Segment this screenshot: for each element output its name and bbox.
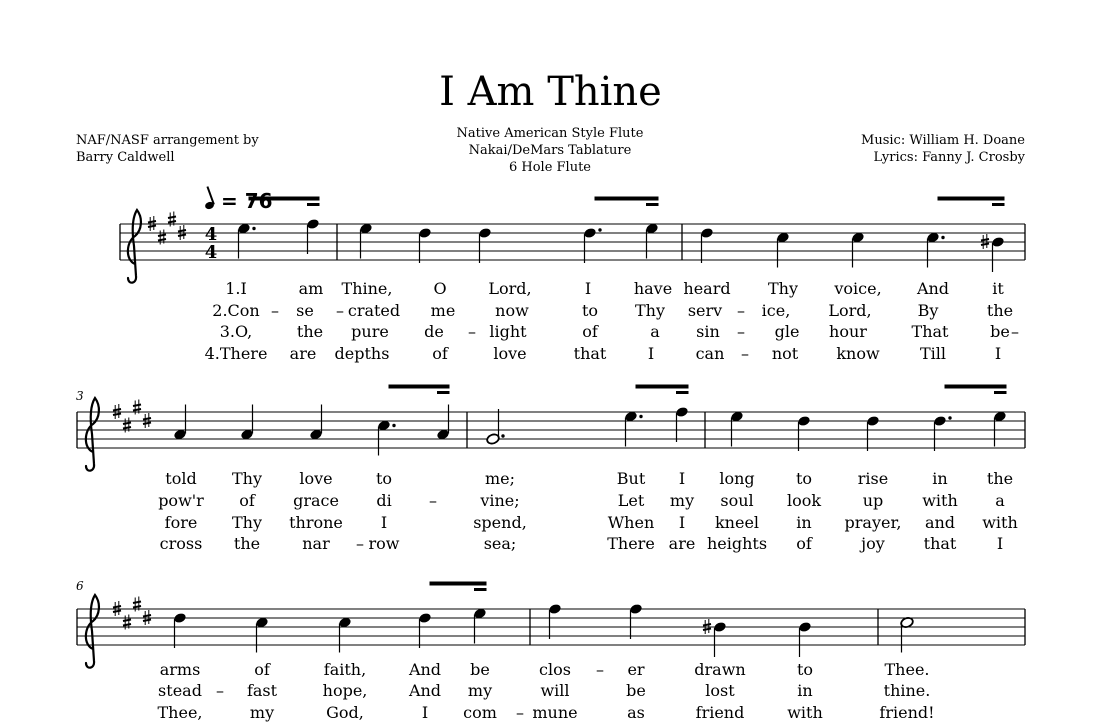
quarter-note-head: [173, 612, 187, 624]
lyric-syllable: er: [627, 660, 645, 679]
lyric-syllable: grace: [293, 491, 339, 510]
lyric-syllable: 3.O,: [219, 322, 253, 341]
lyric-syllable: spend,: [473, 513, 527, 532]
lyric-syllable: told: [165, 469, 197, 488]
lyric-syllable: rise: [857, 469, 889, 488]
lyric-syllable: vine;: [480, 491, 520, 510]
lyric-syllable: am: [298, 279, 324, 298]
staff-system-2: [77, 398, 1025, 471]
augmentation-dot: [639, 415, 642, 418]
lyric-syllable: of: [796, 534, 812, 553]
lyric-syllable: soul: [720, 491, 754, 510]
instrument-line-1: Native American Style Flute: [456, 126, 644, 141]
lyric-syllable: Thine,: [341, 279, 393, 298]
lyric-syllable: row: [368, 534, 400, 553]
augmentation-dot: [392, 424, 395, 427]
augmentation-dot: [501, 434, 504, 437]
augmentation-dot: [941, 236, 944, 239]
lyric-syllable: se: [296, 301, 314, 320]
lyric-syllable: thine.: [883, 681, 931, 700]
lyric-syllable: not: [771, 344, 799, 363]
lyric-syllable: Thy: [231, 513, 263, 532]
lyric-syllable: my: [669, 491, 695, 510]
lyric-syllable: –: [596, 660, 604, 679]
lyric-syllable: are: [289, 344, 317, 363]
lyric-syllable: throne: [289, 513, 343, 532]
lyricist-line: Lyrics: Fanny J. Crosby: [873, 150, 1025, 165]
augmentation-dot: [252, 227, 255, 230]
lyric-syllable: depths: [334, 344, 390, 363]
staff-system-3: [77, 595, 1025, 668]
lyric-syllable: I: [584, 279, 592, 298]
staff-lines: [77, 609, 1025, 645]
lyric-syllable: Let: [617, 491, 645, 510]
quarter-note-head: [583, 227, 597, 239]
lyric-syllable: will: [540, 681, 570, 700]
lyric-syllable: now: [495, 301, 529, 320]
arranger-line-1: NAF/NASF arrangement by: [76, 133, 259, 148]
lyric-syllable: of: [432, 344, 448, 363]
lyric-syllable: the: [986, 301, 1014, 320]
lyric-syllable: joy: [861, 534, 885, 553]
lyric-syllable: de: [424, 322, 444, 341]
quarter-note-head: [478, 227, 492, 239]
lyric-syllable: clos: [539, 660, 571, 679]
quarter-note-head: [418, 612, 432, 624]
lyric-syllable: gle: [774, 322, 800, 341]
lyric-syllable: –: [741, 344, 749, 363]
lyric-syllable: Thee,: [157, 703, 203, 722]
lyric-syllable: 1.I: [225, 279, 247, 298]
key-signature-sharps: [113, 400, 151, 433]
lyric-syllable: And: [916, 279, 950, 298]
lyric-syllable: me: [430, 301, 456, 320]
lyric-syllable: serv: [687, 301, 723, 320]
lyric-syllable: to: [581, 301, 599, 320]
treble-clef-icon: [86, 398, 99, 471]
lyric-syllable: love: [299, 469, 333, 488]
lyric-syllable: in: [797, 681, 813, 700]
lyric-syllable: –: [468, 322, 476, 341]
quarter-note-head: [798, 621, 812, 633]
lyric-syllable: I: [678, 513, 686, 532]
lyric-syllable: it: [992, 279, 1004, 298]
staff-lines: [120, 224, 1025, 260]
instrument-line-3: 6 Hole Flute: [508, 160, 592, 175]
instrument-line-2: Nakai/DeMars Tablature: [468, 143, 632, 158]
quarter-note-head: [629, 603, 643, 615]
lyric-syllable: –: [356, 534, 364, 553]
measure-number-3: 3: [76, 389, 84, 403]
lyric-syllable: –: [737, 301, 745, 320]
lyric-syllable: I: [994, 344, 1002, 363]
lyric-syllable: in: [796, 513, 812, 532]
lyric-syllable: Thy: [767, 279, 799, 298]
lyric-syllable: I: [996, 534, 1004, 553]
lyric-syllable: friend!: [879, 703, 935, 722]
lyric-syllable: Thy: [231, 469, 263, 488]
lyric-syllable: faith,: [323, 660, 367, 679]
lyric-syllable: –: [737, 322, 745, 341]
lyric-syllable: to: [795, 469, 813, 488]
lyric-syllable: to: [796, 660, 814, 679]
lyric-syllable: I: [647, 344, 655, 363]
lyric-syllable: are: [668, 534, 696, 553]
staff-system-1: [120, 210, 1025, 283]
quarter-note-head: [933, 415, 947, 427]
lyric-syllable: I: [678, 469, 686, 488]
lyric-syllable: –: [271, 301, 279, 320]
lyric-syllable: O: [433, 279, 447, 298]
augmentation-dot: [948, 416, 951, 419]
lyric-syllable: By: [917, 301, 939, 320]
tempo-value: = 76: [220, 189, 273, 213]
lyric-syllable: But: [616, 469, 646, 488]
lyric-syllable: –: [1011, 322, 1019, 341]
lyric-syllable: nar: [302, 534, 330, 553]
lyric-syllable: have: [633, 279, 673, 298]
lyric-syllable: –: [216, 681, 224, 700]
quarter-note-head: [713, 621, 727, 633]
lyric-syllable: friend: [695, 703, 745, 722]
lyric-syllable: hope,: [322, 681, 368, 700]
lyric-syllable: And: [408, 681, 442, 700]
composer-line: Music: William H. Doane: [861, 133, 1025, 148]
treble-clef-icon: [128, 210, 141, 283]
lyric-syllable: with: [922, 491, 958, 510]
lyric-syllable: There: [607, 534, 655, 553]
lyric-syllable: arms: [159, 660, 201, 679]
lyric-syllable: me;: [484, 469, 516, 488]
quarter-note-head: [866, 415, 880, 427]
lyric-syllable: –: [336, 301, 344, 320]
time-signature-numerator: 4: [204, 224, 218, 245]
quarter-note-head: [675, 406, 689, 418]
time-signature-denominator: 4: [204, 242, 218, 263]
lyric-syllable: that: [573, 344, 607, 363]
lyric-syllable: 2.Con: [212, 301, 260, 320]
key-signature-sharps: [148, 212, 186, 245]
lyric-syllable: Lord,: [828, 301, 872, 320]
lyric-syllable: Thy: [634, 301, 666, 320]
lyric-syllable: heard: [683, 279, 731, 298]
lyric-syllable: –: [516, 703, 524, 722]
lyric-syllable: prayer,: [844, 513, 902, 532]
lyric-syllable: a: [650, 322, 660, 341]
quarter-note-head: [306, 218, 320, 230]
lyric-syllable: be: [990, 322, 1010, 341]
time-signature: [205, 224, 218, 263]
lyric-syllable: drawn: [694, 660, 746, 679]
lyric-syllable: look: [786, 491, 822, 510]
lyric-syllable: hour: [829, 322, 867, 341]
lyric-syllable: that: [923, 534, 957, 553]
lyric-syllable: of: [582, 322, 598, 341]
lyric-syllable: the: [986, 469, 1014, 488]
quarter-note-head: [991, 236, 1005, 248]
lyric-syllable: mune: [532, 703, 578, 722]
lyric-syllable: of: [254, 660, 270, 679]
lyric-syllable: God,: [326, 703, 364, 722]
lyric-syllable: the: [296, 322, 324, 341]
lyric-syllable: I: [421, 703, 429, 722]
lyric-syllable: a: [995, 491, 1005, 510]
lyric-syllable: crated: [347, 301, 401, 320]
measure-number-6: 6: [76, 579, 84, 593]
lyric-syllable: as: [627, 703, 645, 722]
lyric-syllable: That: [911, 322, 949, 341]
lyric-syllable: my: [249, 703, 275, 722]
lyric-syllable: –: [429, 491, 437, 510]
lyric-syllable: of: [239, 491, 255, 510]
lyric-syllable: stead: [158, 681, 202, 700]
lyric-syllable: I: [380, 513, 388, 532]
lyric-syllable: up: [862, 491, 884, 510]
lyric-syllable: com: [463, 703, 497, 722]
lyric-syllable: sea;: [483, 534, 517, 553]
quarter-note-head: [548, 603, 562, 615]
lyric-syllable: And: [408, 660, 442, 679]
lyric-syllable: Thee.: [884, 660, 930, 679]
lyric-syllable: heights: [706, 534, 768, 553]
treble-clef-icon: [86, 595, 99, 668]
lyric-syllable: and: [924, 513, 956, 532]
lyric-syllable: in: [932, 469, 948, 488]
lyric-syllable: pow'r: [158, 491, 204, 510]
lyric-syllable: lost: [705, 681, 735, 700]
quarter-note-head: [700, 227, 714, 239]
lyric-syllable: fore: [164, 513, 198, 532]
lyric-syllable: kneel: [714, 513, 760, 532]
song-title: I Am Thine: [439, 69, 662, 115]
arranger-line-2: Barry Caldwell: [76, 150, 175, 165]
lyric-syllable: long: [719, 469, 755, 488]
lyric-syllable: 4.There: [204, 344, 268, 363]
lyric-syllable: be: [470, 660, 490, 679]
lyric-syllable: can: [695, 344, 725, 363]
lyric-syllable: with: [787, 703, 823, 722]
lyric-syllable: to: [375, 469, 393, 488]
lyric-syllable: be: [626, 681, 646, 700]
augmentation-dot: [598, 228, 601, 231]
lyric-syllable: di: [376, 491, 392, 510]
key-signature-sharps: [113, 597, 151, 630]
lyric-syllable: cross: [159, 534, 203, 553]
lyric-syllable: love: [493, 344, 527, 363]
notes-layer: [173, 199, 1007, 658]
staff-lines: [77, 412, 1025, 448]
lyric-syllable: ice,: [761, 301, 791, 320]
lyric-syllable: my: [467, 681, 493, 700]
quarter-note-head: [797, 415, 811, 427]
lyric-syllable: the: [233, 534, 261, 553]
lyric-syllable: with: [982, 513, 1018, 532]
lyric-syllable: When: [607, 513, 655, 532]
lyric-syllable: voice,: [834, 279, 882, 298]
lyric-syllable: know: [836, 344, 880, 363]
lyric-syllable: Lord,: [488, 279, 532, 298]
lyric-syllable: Till: [919, 344, 947, 363]
lyric-syllable: fast: [246, 681, 278, 700]
lyric-syllable: pure: [351, 322, 389, 341]
quarter-note-head: [418, 227, 432, 239]
lyric-syllable: light: [489, 322, 527, 341]
lyric-syllable: sin: [696, 322, 720, 341]
